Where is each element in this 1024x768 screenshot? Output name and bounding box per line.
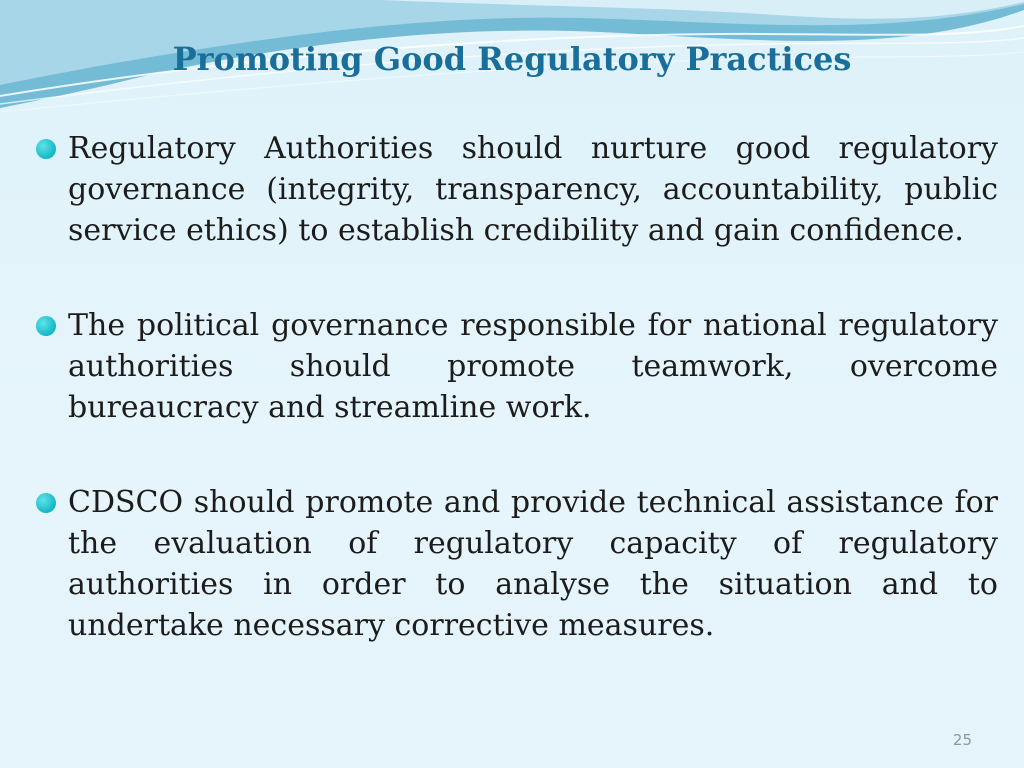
bullet-icon <box>36 316 56 336</box>
bullet-text: The political governance responsible for national regulatory authorities should promote teamwork, overcome bureaucracy and streamline work. <box>68 308 998 425</box>
slide-title: Promoting Good Regulatory Practices <box>172 40 852 78</box>
bullet-icon <box>36 493 56 513</box>
bullet-list <box>36 128 998 646</box>
bullet-text: CDSCO should promote and provide technical assistance for the evaluation of regulatory capacity of regulatory authorities in order to analyse the situation and to undertake necessary corrective measures. <box>68 485 998 643</box>
bullet-item <box>36 128 998 251</box>
bullet-item <box>36 482 998 646</box>
bullet-text: Regulatory Authorities should nurture good regulatory governance (integrity, transparency, accountability, public service ethics) to establish credibility and gain confidence. <box>68 131 998 248</box>
page-number: 25 <box>952 731 972 749</box>
bullet-item <box>36 305 998 428</box>
bullet-icon <box>36 139 56 159</box>
